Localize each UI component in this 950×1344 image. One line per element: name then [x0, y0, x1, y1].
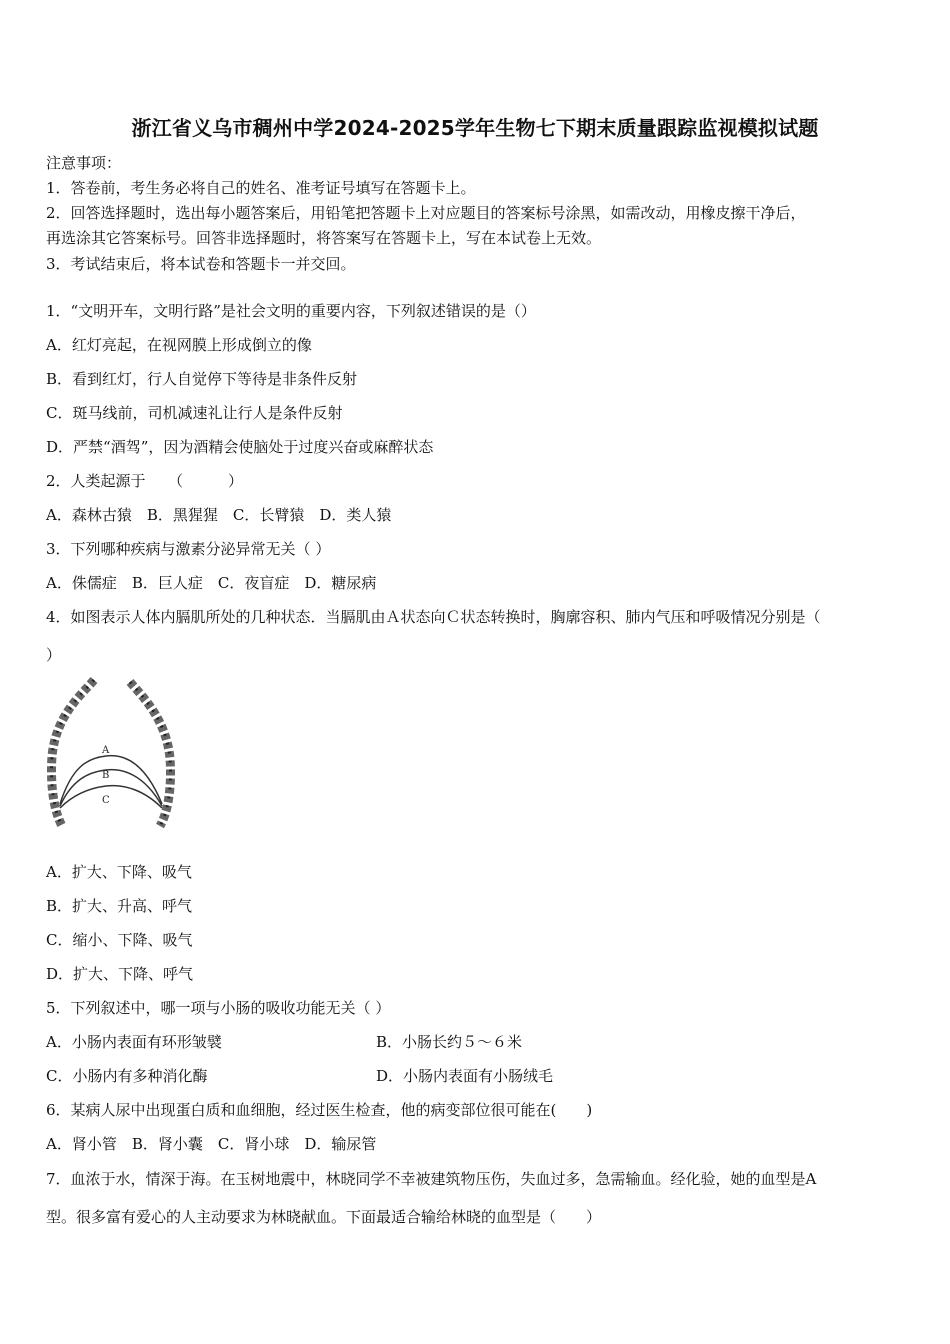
- figure-label-b: B: [102, 770, 110, 781]
- figure-label-a: A: [102, 745, 110, 756]
- notice-item-2-cont: 再选涂其它答案标号。回答非选择题时，将答案写在答题卡上，写在本试卷上无效。: [46, 229, 602, 247]
- notice-heading: 注意事项：: [46, 154, 122, 172]
- question-5-option-b: B．小肠长约５～６米: [376, 1033, 523, 1051]
- question-1-option-b: B．看到红灯，行人自觉停下等待是非条件反射: [46, 370, 358, 388]
- question-4-stem: 4．如图表示人体内膈肌所处的几种状态．当膈肌由Ａ状态向Ｃ状态转换时，胸廓容积、肺内气压和呼吸情况分别是（: [46, 608, 821, 626]
- question-1-stem: 1．“文明开车，文明行路”是社会文明的重要内容，下列叙述错误的是（）: [46, 302, 536, 320]
- question-1-option-d: D．严禁“酒驾”，因为酒精会使脑处于过度兴奋或麻醉状态: [46, 438, 434, 456]
- question-5-stem: 5．下列叙述中，哪一项与小肠的吸收功能无关（ ）: [46, 999, 391, 1017]
- diaphragm-figure: [44, 676, 184, 832]
- question-2-options: A．森林古猿 B．黑猩猩 C．长臂猿 D．类人猿: [46, 506, 392, 524]
- notice-item-1: 1．答卷前，考生务必将自己的姓名、准考证号填写在答题卡上。: [46, 179, 476, 197]
- question-7-stem-cont: 型。很多富有爱心的人主动要求为林晓献血。下面最适合输给林晓的血型是（ ）: [46, 1208, 602, 1226]
- question-4-option-a: A．扩大、下降、吸气: [46, 863, 192, 881]
- notice-item-3: 3．考试结束后，将本试卷和答题卡一并交回。: [46, 255, 356, 273]
- figure-label-c: C: [102, 795, 110, 806]
- notice-item-2: 2．回答选择题时，选出每小题答案后，用铅笔把答题卡上对应题目的答案标号涂黑，如需改动，用橡皮擦干净后，: [46, 204, 806, 222]
- question-1-option-a: A．红灯亮起，在视网膜上形成倒立的像: [46, 336, 312, 354]
- question-4-option-b: B．扩大、升高、呼气: [46, 897, 193, 915]
- question-5-option-c: C．小肠内有多种消化酶: [46, 1067, 208, 1085]
- question-4-option-c: C．缩小、下降、吸气: [46, 931, 193, 949]
- question-1-option-c: C．斑马线前，司机减速礼让行人是条件反射: [46, 404, 343, 422]
- question-4-stem-cont: ）: [46, 646, 62, 664]
- question-6-options: A．肾小管 B．肾小囊 C．肾小球 D．输尿管: [46, 1135, 377, 1153]
- question-7-stem: 7．血浓于水，情深于海。在玉树地震中，林晓同学不幸被建筑物压伤，失血过多，急需输血。经化验，她的血型是A: [46, 1170, 817, 1188]
- question-5-option-a: A．小肠内表面有环形皱襞: [46, 1033, 222, 1051]
- question-3-stem: 3．下列哪种疾病与激素分泌异常无关（ ）: [46, 540, 331, 558]
- question-4-option-d: D．扩大、下降、呼气: [46, 965, 194, 983]
- question-6-stem: 6．某病人尿中出现蛋白质和血细胞，经过医生检查，他的病变部位很可能在( ): [46, 1101, 593, 1119]
- question-5-option-d: D．小肠内表面有小肠绒毛: [376, 1067, 554, 1085]
- question-2-stem: 2．人类起源于 （ ）: [46, 472, 244, 490]
- question-3-options: A．侏儒症 B．巨人症 C．夜盲症 D．糖尿病: [46, 574, 377, 592]
- page-title: 浙江省义乌市稠州中学2024-2025学年生物七下期末质量跟踪监视模拟试题: [131, 116, 819, 140]
